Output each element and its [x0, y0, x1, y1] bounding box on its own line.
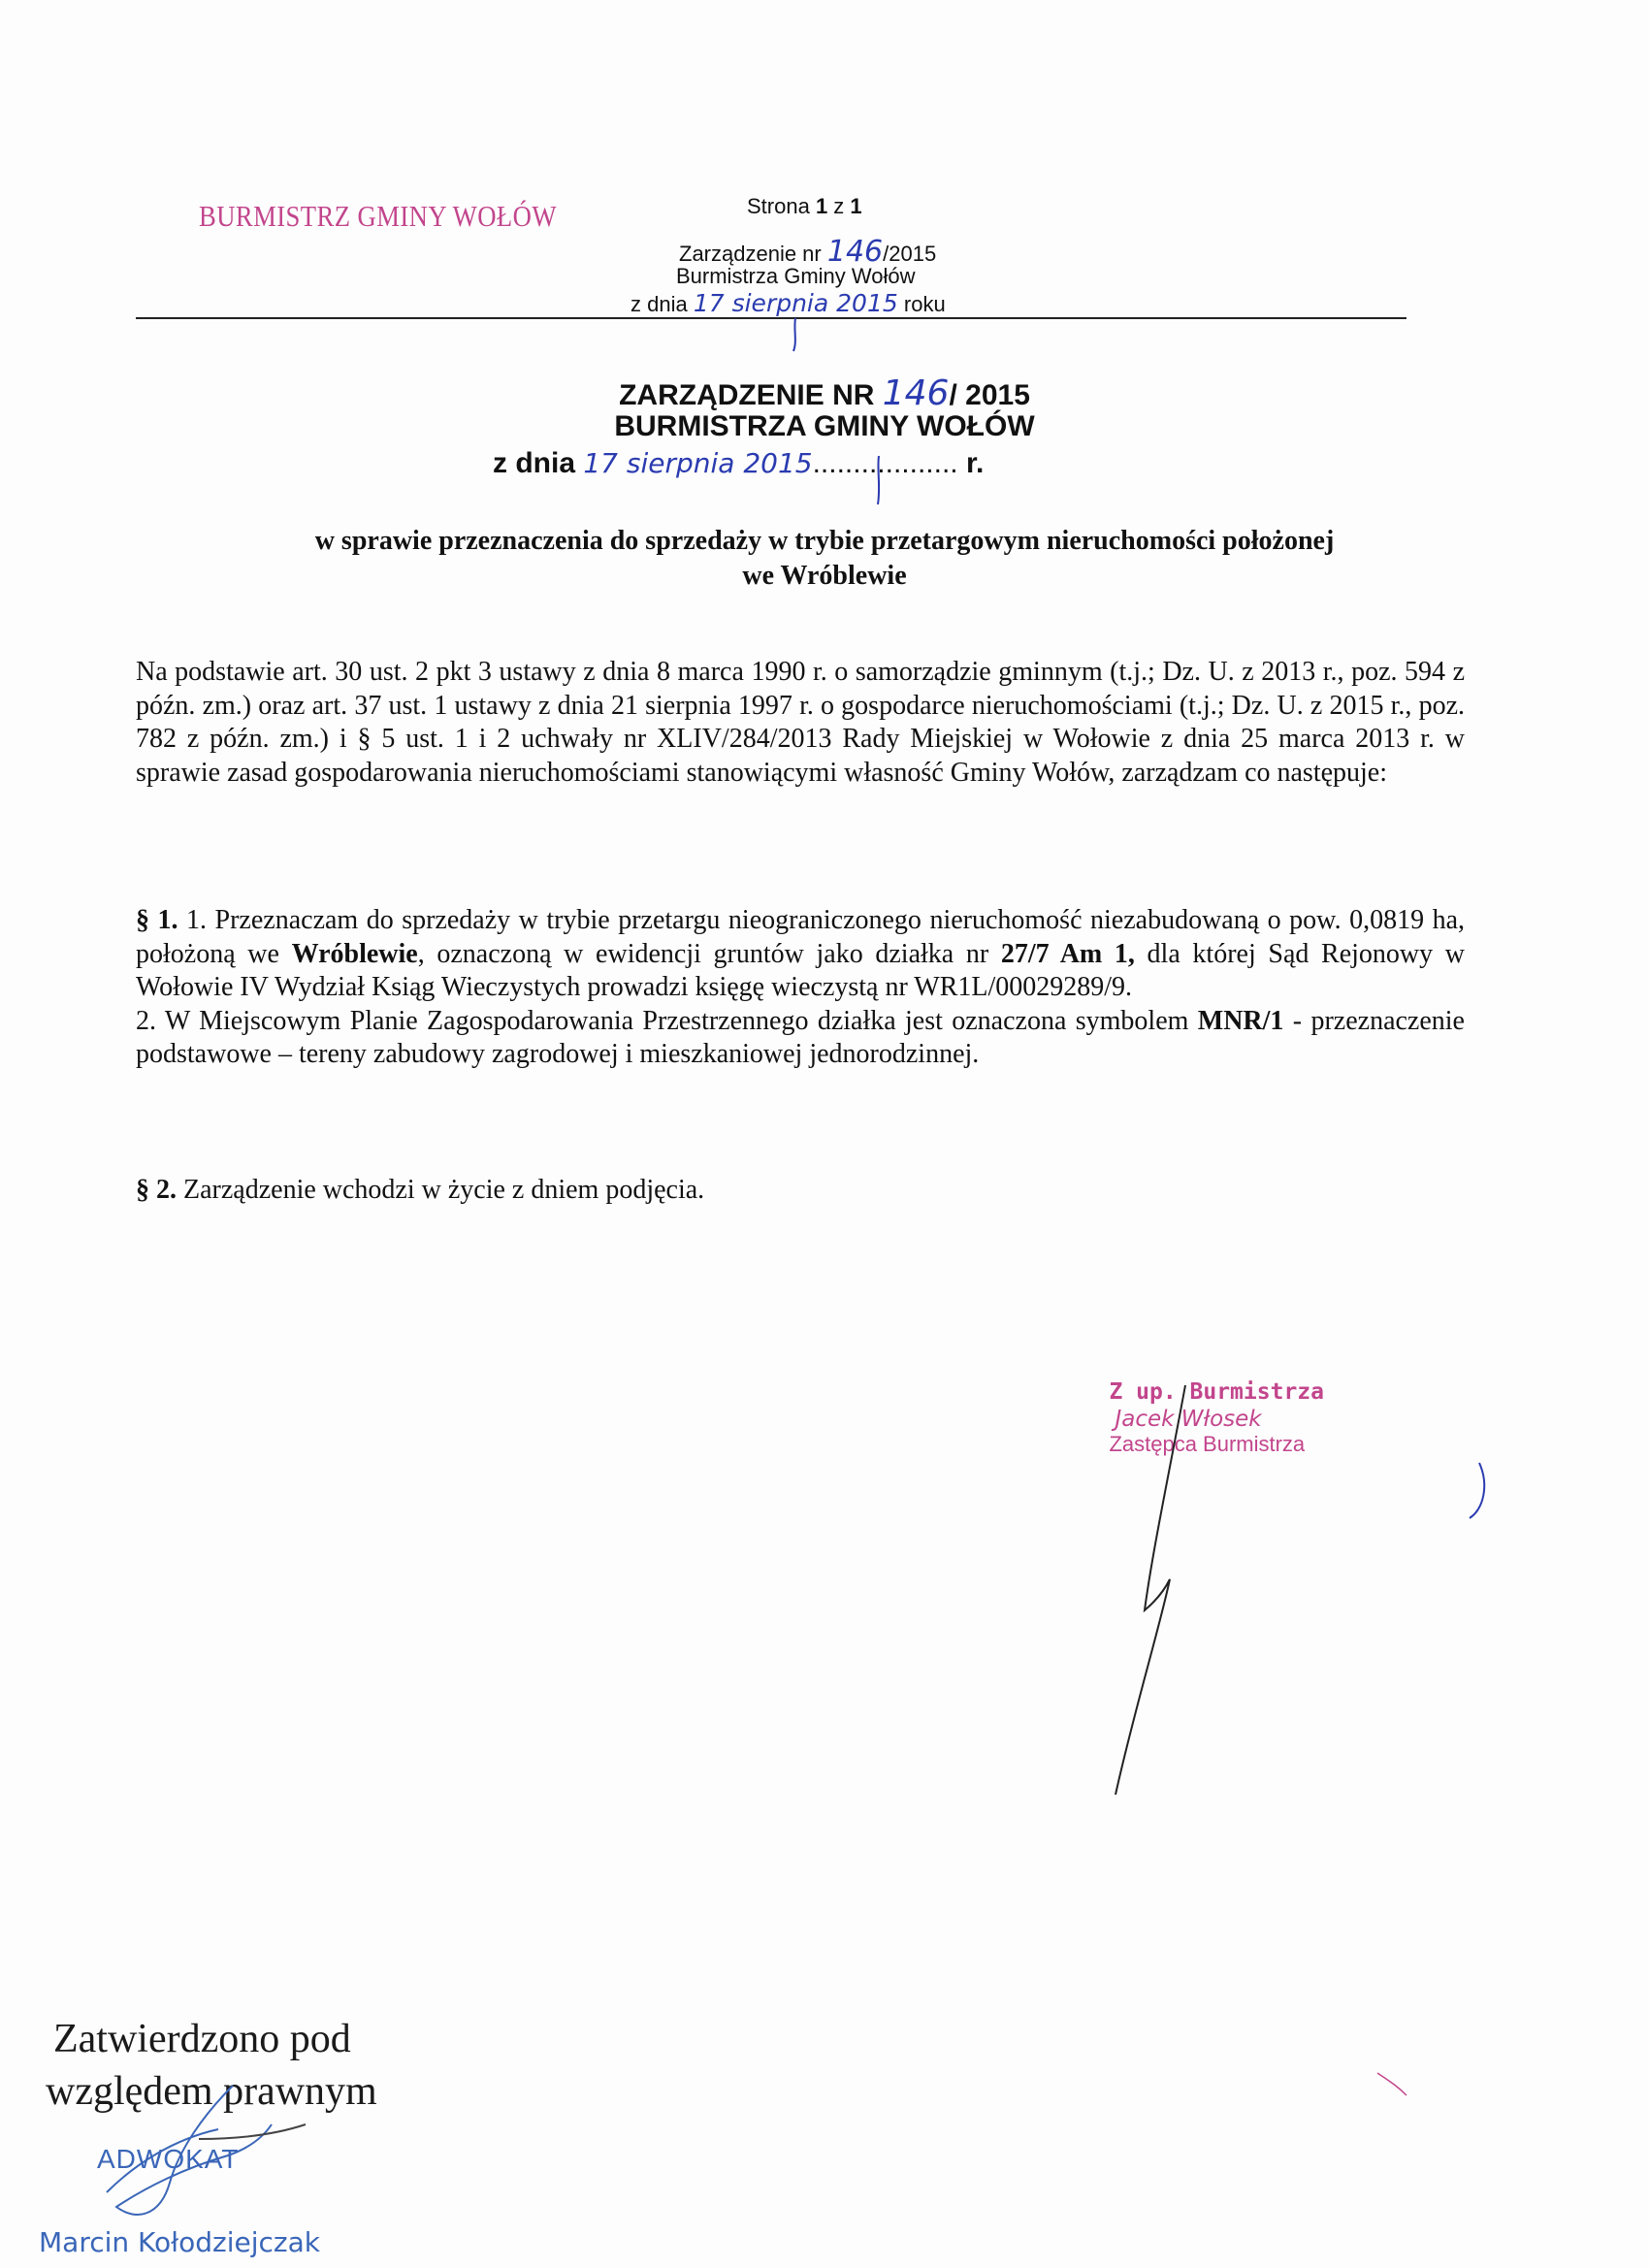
- header-ref-suffix: /2015: [883, 242, 937, 266]
- title-date-prefix: z dnia: [493, 447, 584, 479]
- section-2: [136, 1174, 1465, 1208]
- lawyer-stamp-title: ADWOKAT: [97, 2144, 240, 2174]
- page-number: 1: [815, 194, 828, 218]
- subject: [146, 524, 1504, 594]
- subject-line-2: we Wróblewie: [742, 561, 907, 591]
- document-title: [0, 373, 1649, 413]
- section-1-p1-c: dla której Sąd Rejonowy w Wołowie IV Wydział Ksiąg Wieczystych prowadzi księgę wieczystą nr WR1L/00029289/9.: [136, 938, 1465, 1002]
- section-1-label: § 1.: [136, 905, 178, 935]
- document-authority: BURMISTRZA GMINY WOŁÓW: [614, 410, 1035, 442]
- section-1-p1-b: , oznaczoną w ewidencji gruntów jako działka nr: [417, 938, 1001, 969]
- office-stamp: BURMISTRZ GMINY WOŁÓW: [199, 199, 557, 233]
- approver-role: Zastępca Burmistrza: [1109, 1432, 1306, 1456]
- section-1-p2: [136, 1005, 1465, 1072]
- page-prefix: Strona: [747, 194, 816, 218]
- title-date-suffix: r.: [957, 447, 985, 479]
- header-date: [630, 289, 946, 317]
- title-suffix: / 2015: [949, 379, 1030, 411]
- approver-signature-mark: [1470, 1463, 1484, 1518]
- section-2-text: Zarządzenie wchodzi w życie z dniem podjęcia.: [177, 1175, 705, 1205]
- subject-line-1: w sprawie przeznaczenia do sprzedaży w trybie przetargowym nieruchomości położonej: [314, 526, 1335, 556]
- legal-approval: [46, 2013, 377, 2118]
- header-underline-mark: [793, 318, 795, 351]
- header-divider: [136, 317, 1406, 319]
- margin-mark: [1377, 2073, 1406, 2095]
- legal-approval-line-1: Zatwierdzono pod: [53, 2017, 351, 2061]
- header-date-prefix: z dnia: [630, 292, 694, 316]
- preamble: Na podstawie art. 30 ust. 2 pkt 3 ustawy z dnia 8 marca 1990 r. o samorządzie gminnym (t.j.; Dz. U. z 2013 r., poz. 594 z późn. zm.) oraz art. 37 ust. 1 ustawy z dnia 21 sierpnia 1997 r. o gospodarce nieruchomościami (t.j.; Dz. U. z 2015 r., poz. 782 z późn. zm.) i § 5 ust. 1 i 2 uchwały nr XLIV/284/2013 Rady Miejskiej w Wołowie z dnia 25 marca 2013 r. w sprawie zasad gospodarowania nieruchomościami stanowiącymi własność Gminy Wołów, zarządzam co następuje:: [136, 657, 1465, 788]
- approver-stamp: [1109, 1379, 1324, 1457]
- header-date-handwritten: 17 sierpnia 2015: [693, 289, 898, 317]
- document-date: [493, 447, 1172, 480]
- title-date-handwritten: 17 sierpnia 2015: [583, 447, 813, 479]
- header-date-suffix: roku: [897, 292, 946, 316]
- approver-name: Jacek Włosek: [1115, 1407, 1262, 1432]
- approver-line-1: Z up. Burmistrza: [1109, 1379, 1324, 1405]
- section-1-p2-b: - przeznaczenie podstawowe – tereny zabudowy zagrodowej i mieszkaniowej jednorodzinnej.: [136, 1005, 1465, 1069]
- header-ref-handwritten: 146: [826, 235, 884, 269]
- title-date-dots: ..................: [812, 447, 958, 479]
- header-authority: Burmistrza Gminy Wołów: [676, 264, 916, 288]
- section-1: [136, 904, 1465, 1072]
- page-mid: z: [827, 194, 851, 218]
- legal-approval-line-2: względem prawnym: [46, 2069, 377, 2114]
- lawyer-underline-mark: [199, 2124, 306, 2139]
- section-1-symbol: MNR/1: [1197, 1005, 1284, 1036]
- section-1-plot: 27/7 Am 1,: [1000, 938, 1135, 969]
- page-total: 1: [850, 194, 862, 218]
- lawyer-stamp-name: Marcin Kołodziejczak: [39, 2226, 320, 2258]
- section-1-p2-a: 2. W Miejscowym Planie Zagospodarowania Przestrzennego działka jest oznaczona symbolem: [136, 1005, 1198, 1036]
- section-2-label: § 2.: [136, 1175, 177, 1205]
- section-1-p1-a: 1. Przeznaczam do sprzedaży w trybie przetargu nieograniczonego nieruchomość niezabudowaną o pow. 0,0819 ha, położoną we: [136, 905, 1466, 969]
- title-number-handwritten: 146: [882, 373, 950, 413]
- header-ref-prefix: Zarządzenie nr: [679, 242, 827, 266]
- page-indicator: [747, 194, 862, 219]
- section-1-place: Wróblewie: [291, 938, 418, 969]
- title-prefix: ZARZĄDZENIE NR: [619, 379, 883, 411]
